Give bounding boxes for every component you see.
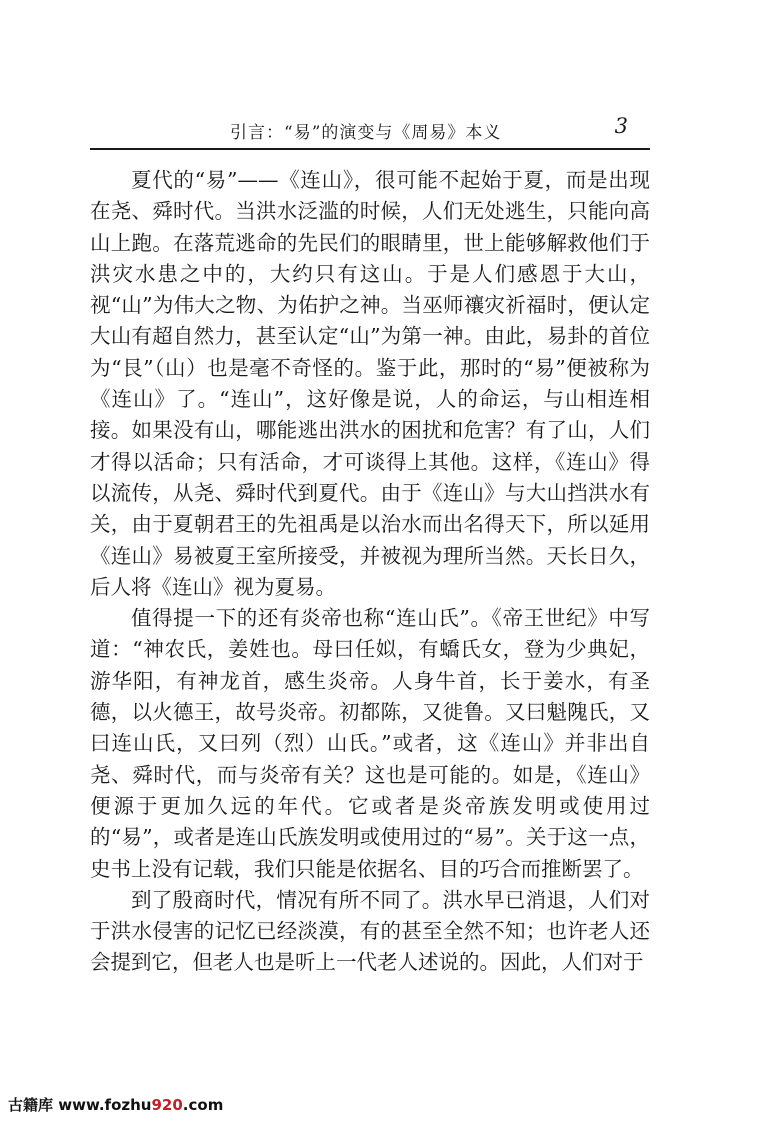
page-header — [90, 112, 650, 148]
paragraph: 到了殷商时代，情况有所不同了。洪水早已消退，人们对于洪水侵害的记忆已经淡漠，有的甚至全然不知；也许老人还会提到它，但老人也是听上一代老人述说的。因此，人们对于 — [90, 887, 650, 975]
running-head-title: 引言：“易”的演变与《周易》本义 — [230, 123, 502, 143]
header-rule — [90, 148, 650, 150]
body-text — [90, 165, 650, 979]
footer-watermark — [8, 1094, 223, 1115]
watermark-url-prefix: www.fozhu — [58, 1096, 152, 1114]
paragraph: 值得提一下的还有炎帝也称“连山氏”。《帝王世纪》中写道：“神农氏，姜姓也。母曰任姒，有蟜氏女，登为少典妃，游华阳，有神龙首，感生炎帝。人身牛首，长于姜水，有圣德，以火德王，故号炎帝。初都陈，又徙鲁。又曰魁隗氏，又曰连山氏，又曰列（烈）山氏。”或者，这《连山》并非出自尧、舜时代，而与炎帝有关？这也是可能的。如是，《连山》便源于更加久远的年代。它或者是炎帝族发明或使用过的“易”，或者是连山氏族发明或使用过的“易”。关于这一点，史书上没有记载，我们只能是依据名、目的巧合而推断罢了。 — [90, 606, 650, 881]
watermark-url-number: 920 — [151, 1096, 183, 1114]
watermark-site-name: 古籍库 — [8, 1096, 54, 1114]
watermark-url-suffix: .com — [182, 1096, 224, 1114]
page-number: 3 — [614, 114, 628, 138]
paragraph: 夏代的“易”——《连山》，很可能不起始于夏，而是出现在尧、舜时代。当洪水泛滥的时候，人们无处逃生，只能向高山上跑。在落荒逃命的先民们的眼睛里，世上能够解救他们于洪灾水患之中的，大约只有这山。于是人们感恩于大山，视“山”为伟大之物、为佑护之神。当巫师禳灾祈福时，便认定大山有超自然力，甚至认定“山”为第一神。由此，易卦的首位为“艮”（山）也是毫不奇怪的。鉴于此，那时的“易”便被称为《连山》了。“连山”，这好像是说，人的命运，与山相连相接。如果没有山，哪能逃出洪水的困扰和危害？有了山，人们才得以活命；只有活命，才可谈得上其他。这样，《连山》得以流传，从尧、舜时代到夏代。由于《连山》与大山挡洪水有关，由于夏朝君王的先祖禹是以治水而出名得天下，所以延用《连山》易被夏王室所接受，并被视为理所当然。天长日久，后人将《连山》视为夏易。 — [90, 168, 650, 599]
